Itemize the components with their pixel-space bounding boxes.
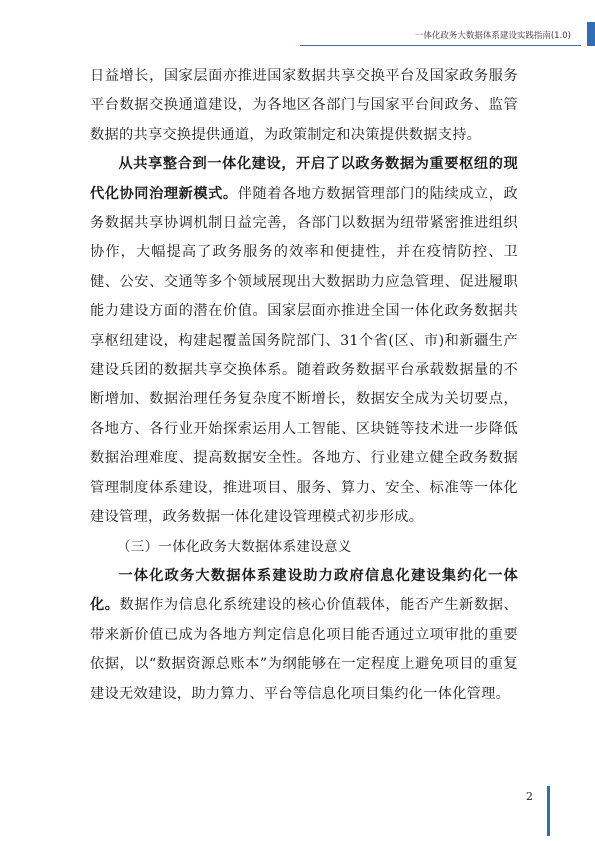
paragraph-text: 伴随着各地方数据管理部门的陆续成立，政务数据共享协调机制日益完善，各部门以数据为纽带紧密推进组织协作，大幅提高了政务服务的效率和便捷性，并在疫情防控、卫健、公安、交通等多个领域展现出大数据助力应急管理、促进履职能力建设方面的潜在价值。国家层面亦推进全国一体化政务数据共享枢纽建设，构建起覆盖国务院部门、31个省(区、市)和新疆生产建设兵团的数据共享交换体系。随着政务数据平台承载数据量的不断增加、数据治理任务复杂度不断增长，数据安全成为关切要点，各地方、各行业开始探索运用人工智能、区块链等技术进一步降低数据治理难度、提高数据安全性。各地方、行业建立健全政务数据管理制度体系建设，推进项目、服务、算力、安全、标准等一体化建设管理，政务数据一体化建设管理模式初步形成。 (90, 185, 518, 526)
paragraph-significance (90, 562, 518, 709)
paragraph-lead: 从共享整合到一体化建设，开启了以政务数据为重要枢纽的现代化协同治理新模式。 (90, 156, 518, 202)
paragraph-continuation (90, 62, 518, 150)
document-body (90, 62, 518, 709)
header-divider (300, 45, 581, 46)
footer-accent-bar (547, 786, 550, 836)
paragraph-text: 数据作为信息化系统建设的核心价值载体，能否产生新数据、带来新价值已成为各地方判定信息化项目能否通过立项审批的重要依据，以“数据资源总账本”为纲能够在一定程度上避免项目的重复建设无效建设，助力算力、平台等信息化项目集约化一体化管理。 (90, 597, 518, 702)
section-heading: （三）一体化政务大数据体系建设意义 (117, 538, 352, 555)
paragraph-text: 日益增长，国家层面亦推进国家数据共享交换平台及国家政务服务平台数据交换通道建设，为各地区各部门与国家平台间政务、监管数据的共享交换提供通道，为政策制定和决策提供数据支持。 (90, 68, 518, 143)
page-number: 2 (526, 790, 533, 803)
header-accent-bar (587, 22, 595, 46)
paragraph-integration (90, 150, 518, 532)
running-header: 一体化政务大数据体系建设实践指南(1.0) (414, 31, 571, 41)
paragraph-lead: 一体化政务大数据体系建设助力政府信息化建设集约化一体化。 (90, 567, 518, 614)
